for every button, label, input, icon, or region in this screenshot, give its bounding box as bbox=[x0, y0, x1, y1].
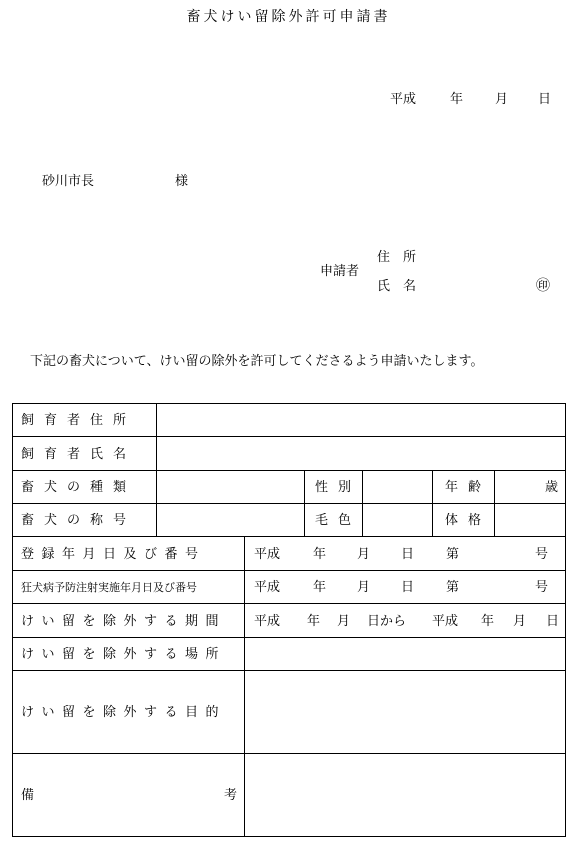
registration-value: 平成 年 月 日 第 号 bbox=[254, 546, 549, 562]
seal-mark: ㊞ bbox=[536, 278, 550, 294]
period-value: 平成 年 月 日から 平成 年 月 日 bbox=[254, 613, 560, 629]
applicant-address-label: 住 所 bbox=[377, 250, 417, 265]
age-unit: 歳 bbox=[544, 479, 558, 495]
rabies-label: 狂犬病予防注射実施年月日及び番号 bbox=[21, 581, 197, 594]
body-label: 体格 bbox=[445, 513, 492, 528]
place-label: けい留を除外する場所 bbox=[21, 647, 227, 662]
dog-name-label: 畜犬の称号 bbox=[21, 513, 137, 528]
intro-text: 下記の畜犬について、けい留の除外を許可してくださるよう申請いたします。 bbox=[30, 354, 484, 369]
owner-name-label: 飼育者氏名 bbox=[21, 446, 137, 462]
rabies-value: 平成 年 月 日 第 号 bbox=[254, 580, 549, 595]
applicant-label: 申請者 bbox=[320, 264, 360, 279]
age-label: 年齢 bbox=[445, 479, 492, 495]
form-title: 畜犬けい留除外許可申請書 bbox=[186, 9, 391, 25]
date-month: 月 bbox=[495, 92, 509, 107]
date-year: 年 bbox=[450, 92, 464, 107]
remarks-label: 備 考 bbox=[21, 788, 238, 803]
breed-label: 畜犬の種類 bbox=[21, 479, 137, 495]
application-table bbox=[12, 403, 566, 837]
coat-color-label: 毛色 bbox=[315, 513, 362, 528]
owner-address-label: 飼育者住所 bbox=[21, 412, 137, 428]
addressee-honorific: 様 bbox=[175, 174, 189, 189]
period-label: けい留を除外する期間 bbox=[21, 613, 227, 629]
addressee-name: 砂川市長 bbox=[42, 174, 95, 189]
applicant-name-label: 氏 名 bbox=[377, 279, 417, 294]
date-day: 日 bbox=[538, 92, 552, 107]
sex-label: 性別 bbox=[315, 479, 362, 495]
registration-label: 登録年月日及び番号 bbox=[21, 546, 206, 562]
purpose-label: けい留を除外する目的 bbox=[21, 705, 227, 720]
date-era: 平成 bbox=[390, 92, 417, 107]
